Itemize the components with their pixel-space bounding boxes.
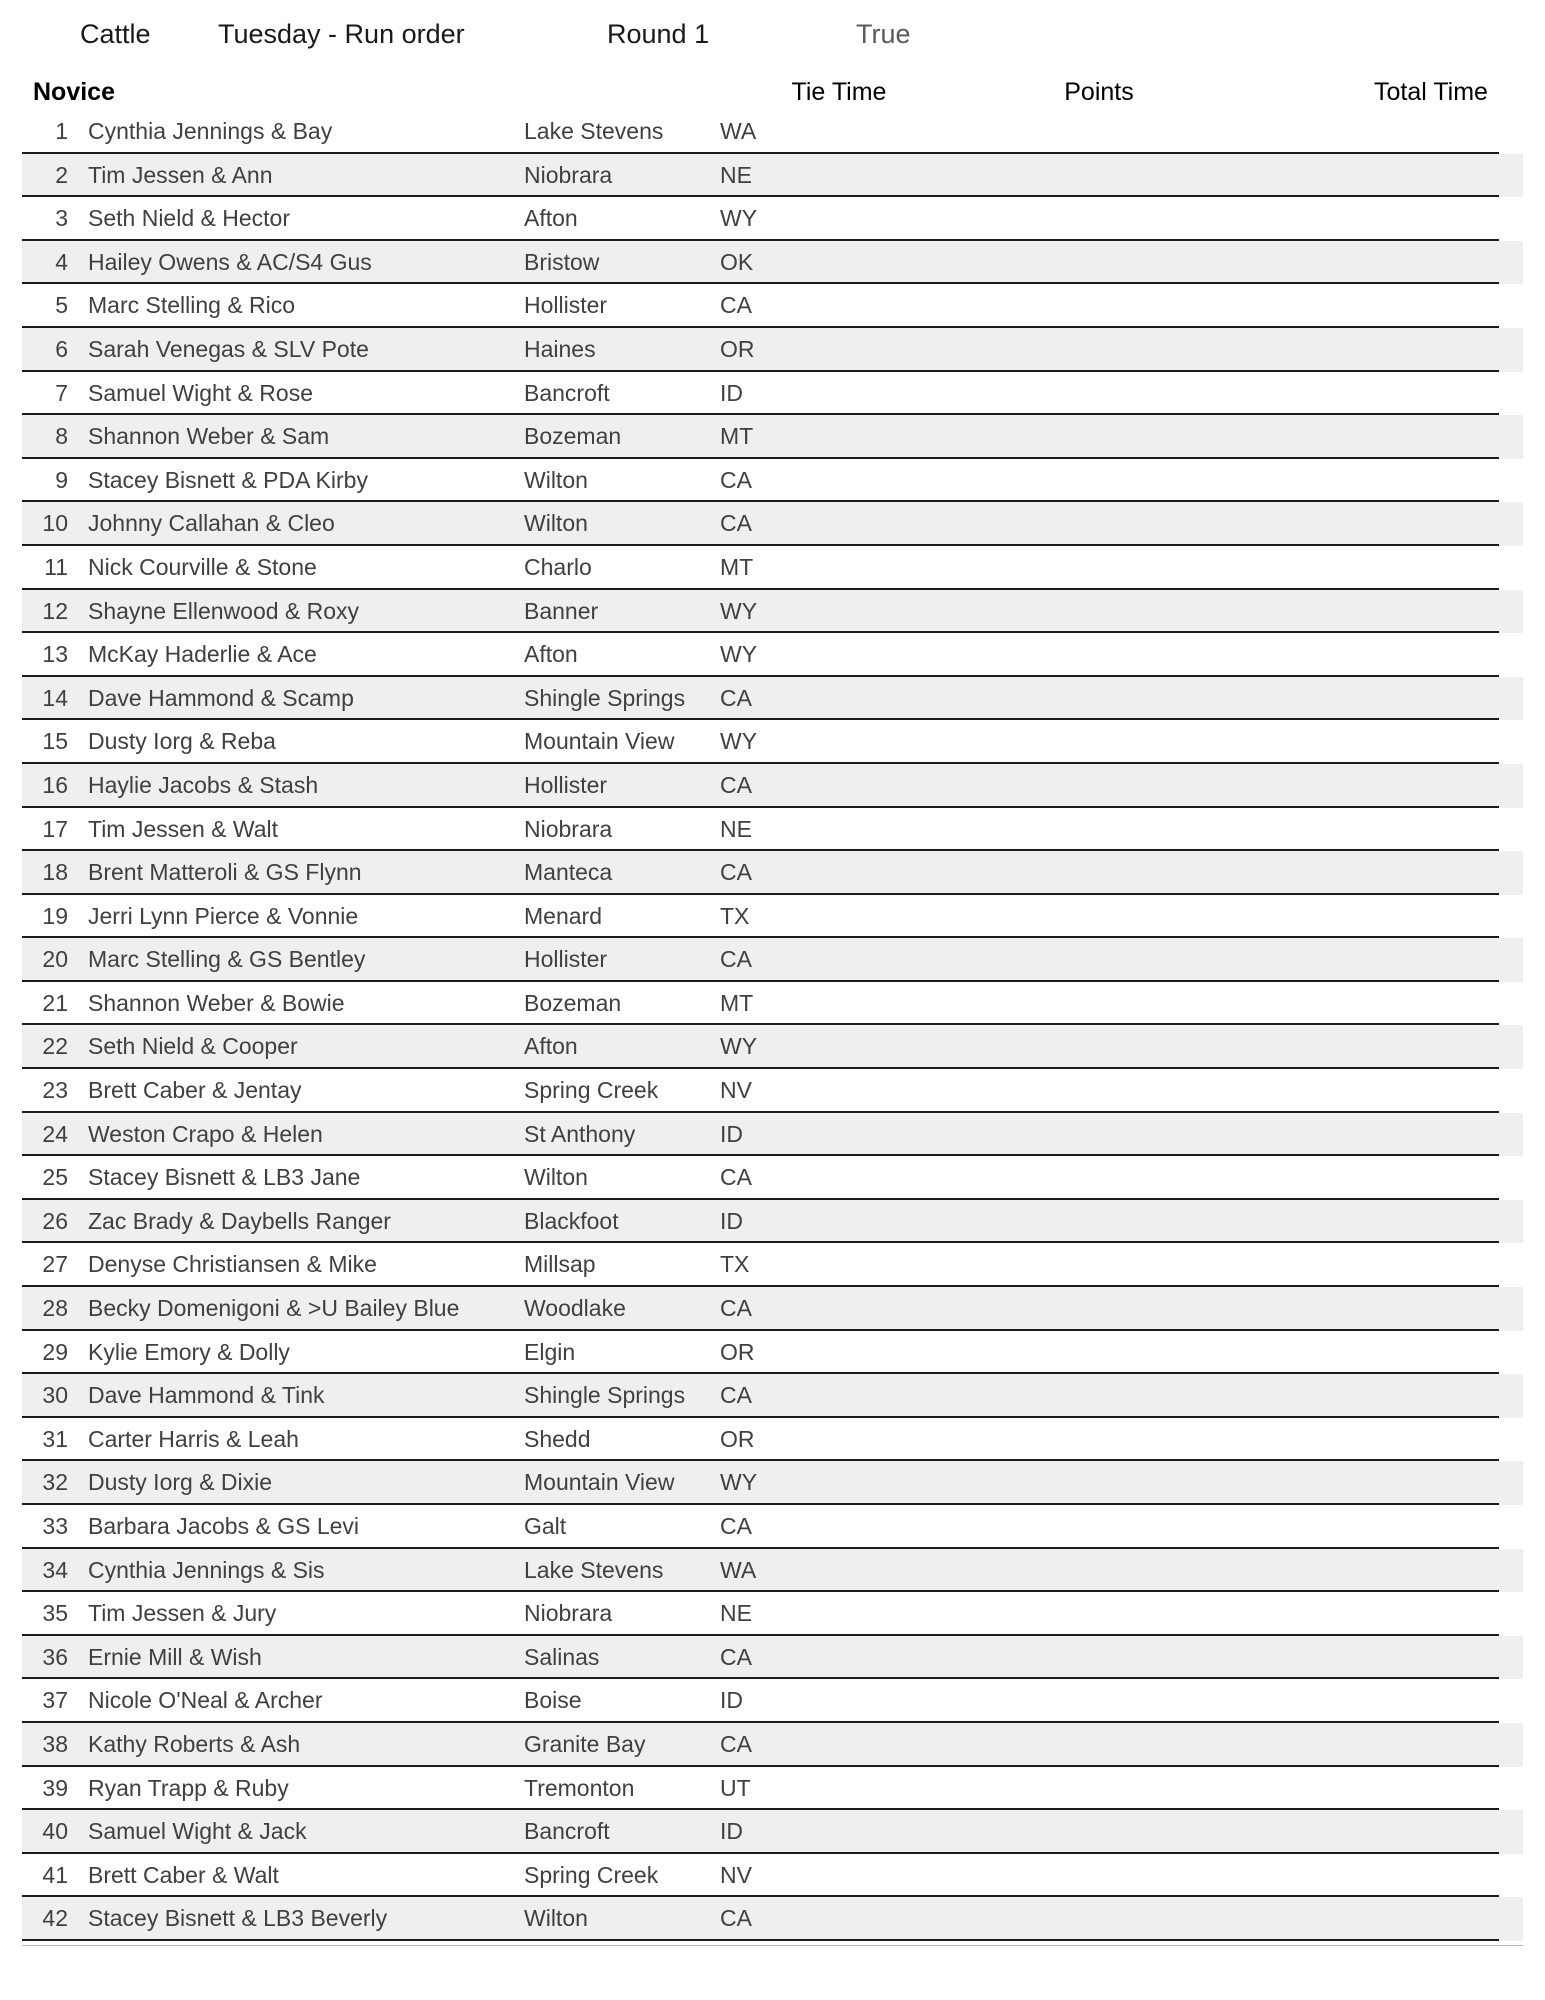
city: Hollister bbox=[524, 946, 608, 973]
city: Spring Creek bbox=[524, 1861, 659, 1888]
city: St Anthony bbox=[524, 1120, 636, 1147]
contestant-name: Kylie Emory & Dolly bbox=[88, 1338, 290, 1365]
state: NE bbox=[720, 1600, 752, 1627]
run-number: 41 bbox=[42, 1861, 68, 1888]
city: Wilton bbox=[524, 466, 588, 493]
state: NV bbox=[720, 1861, 752, 1888]
city: Hollister bbox=[524, 771, 608, 798]
empty-results bbox=[820, 1113, 1523, 1157]
city: Spring Creek bbox=[524, 1077, 659, 1104]
empty-results bbox=[820, 372, 1523, 416]
empty-results bbox=[820, 110, 1523, 154]
city: Blackfoot bbox=[524, 1207, 619, 1234]
state: TX bbox=[720, 1251, 750, 1278]
table-row bbox=[22, 372, 1523, 416]
city: Woodlake bbox=[524, 1295, 626, 1322]
contestant-name: Sarah Venegas & SLV Pote bbox=[88, 335, 369, 362]
table-row bbox=[22, 764, 1523, 808]
empty-results bbox=[820, 1156, 1523, 1200]
empty-results bbox=[820, 938, 1523, 982]
contestant-name: Brett Caber & Walt bbox=[88, 1861, 279, 1888]
contestant-name: Zac Brady & Daybells Ranger bbox=[88, 1207, 391, 1234]
empty-results bbox=[820, 895, 1523, 939]
empty-results bbox=[820, 459, 1523, 503]
run-number: 19 bbox=[42, 902, 68, 929]
state: MT bbox=[720, 553, 754, 580]
run-number: 12 bbox=[42, 597, 68, 624]
run-number: 26 bbox=[42, 1207, 68, 1234]
run-number: 23 bbox=[42, 1077, 68, 1104]
empty-results bbox=[820, 1025, 1523, 1069]
run-number: 2 bbox=[55, 161, 68, 188]
run-number: 22 bbox=[42, 1033, 68, 1060]
run-number: 28 bbox=[42, 1295, 68, 1322]
contestant-name: Seth Nield & Hector bbox=[88, 205, 290, 232]
city: Mountain View bbox=[524, 728, 675, 755]
table-row bbox=[22, 546, 1523, 590]
empty-results bbox=[820, 241, 1523, 285]
city: Afton bbox=[524, 641, 578, 668]
city: Afton bbox=[524, 205, 578, 232]
state: MT bbox=[720, 989, 754, 1016]
state: CA bbox=[720, 946, 752, 973]
run-number: 6 bbox=[55, 335, 68, 362]
state: ID bbox=[720, 379, 743, 406]
city: Wilton bbox=[524, 1164, 588, 1191]
table-row bbox=[22, 1156, 1523, 1200]
empty-results bbox=[820, 1069, 1523, 1113]
state: CA bbox=[720, 292, 752, 319]
empty-results bbox=[820, 633, 1523, 677]
table-row bbox=[22, 1679, 1523, 1723]
table-row bbox=[22, 677, 1523, 721]
city: Niobrara bbox=[524, 815, 613, 842]
city: Bozeman bbox=[524, 423, 622, 450]
run-number: 27 bbox=[42, 1251, 68, 1278]
empty-results bbox=[820, 284, 1523, 328]
run-number: 32 bbox=[42, 1469, 68, 1496]
contestant-name: Samuel Wight & Rose bbox=[88, 379, 313, 406]
table-row bbox=[22, 1549, 1523, 1593]
state: OR bbox=[720, 1425, 755, 1452]
empty-results bbox=[820, 677, 1523, 721]
empty-results bbox=[820, 1854, 1523, 1898]
run-number: 5 bbox=[55, 292, 68, 319]
empty-results bbox=[820, 1331, 1523, 1375]
state: CA bbox=[720, 1164, 752, 1191]
empty-results bbox=[820, 1549, 1523, 1593]
contestant-name: Denyse Christiansen & Mike bbox=[88, 1251, 377, 1278]
run-number: 25 bbox=[42, 1164, 68, 1191]
empty-results bbox=[820, 808, 1523, 852]
run-number: 20 bbox=[42, 946, 68, 973]
city: Shedd bbox=[524, 1425, 591, 1452]
run-number: 1 bbox=[55, 118, 68, 144]
run-number: 30 bbox=[42, 1382, 68, 1409]
event-name: Cattle bbox=[80, 19, 151, 49]
contestant-name: Stacey Bisnett & PDA Kirby bbox=[88, 466, 368, 493]
empty-results bbox=[820, 197, 1523, 241]
run-number: 40 bbox=[42, 1818, 68, 1845]
empty-results bbox=[820, 328, 1523, 372]
city: Haines bbox=[524, 335, 596, 362]
table-row bbox=[22, 1636, 1523, 1680]
table-row bbox=[22, 1025, 1523, 1069]
status-flag: True bbox=[856, 19, 911, 49]
round-label: Round 1 bbox=[607, 19, 710, 49]
points-header: Points bbox=[1064, 78, 1134, 106]
contestant-name: Cynthia Jennings & Sis bbox=[88, 1556, 325, 1583]
contestant-name: Samuel Wight & Jack bbox=[88, 1818, 307, 1845]
state: WY bbox=[720, 728, 758, 755]
table-row bbox=[22, 1810, 1523, 1854]
state: OR bbox=[720, 1338, 755, 1365]
run-number: 14 bbox=[42, 684, 68, 711]
city: Niobrara bbox=[524, 1600, 613, 1627]
table-row bbox=[22, 1069, 1523, 1113]
table-row bbox=[22, 502, 1523, 546]
state: ID bbox=[720, 1207, 743, 1234]
empty-results bbox=[820, 502, 1523, 546]
table-row bbox=[22, 1113, 1523, 1157]
state: OK bbox=[720, 248, 754, 275]
state: TX bbox=[720, 902, 750, 929]
city: Tremonton bbox=[524, 1774, 635, 1801]
table-row bbox=[22, 1461, 1523, 1505]
state: WY bbox=[720, 641, 758, 668]
city: Millsap bbox=[524, 1251, 596, 1278]
state: CA bbox=[720, 1382, 752, 1409]
contestant-name: Johnny Callahan & Cleo bbox=[88, 510, 335, 537]
run-number: 42 bbox=[42, 1905, 68, 1932]
contestant-name: Shannon Weber & Bowie bbox=[88, 989, 345, 1016]
contestant-name: Barbara Jacobs & GS Levi bbox=[88, 1513, 360, 1539]
sheet-title: Tuesday - Run order bbox=[218, 19, 465, 49]
contestant-name: Haylie Jacobs & Stash bbox=[88, 771, 319, 798]
city: Boise bbox=[524, 1687, 582, 1714]
table-row bbox=[22, 1200, 1523, 1244]
state: ID bbox=[720, 1818, 743, 1845]
run-number: 31 bbox=[42, 1425, 68, 1452]
empty-results bbox=[820, 1461, 1523, 1505]
state: CA bbox=[720, 1295, 752, 1322]
run-number: 36 bbox=[42, 1643, 68, 1670]
table-row bbox=[22, 1505, 1523, 1549]
table-row bbox=[22, 633, 1523, 677]
empty-results bbox=[820, 1374, 1523, 1418]
empty-results bbox=[820, 764, 1523, 808]
state: CA bbox=[720, 1643, 752, 1670]
tie-time-header: Tie Time bbox=[791, 78, 887, 106]
empty-results bbox=[820, 982, 1523, 1026]
city: Shingle Springs bbox=[524, 1382, 686, 1409]
table-row bbox=[22, 938, 1523, 982]
table-row bbox=[22, 982, 1523, 1026]
contestant-name: Marc Stelling & Rico bbox=[88, 292, 296, 319]
city: Salinas bbox=[524, 1643, 600, 1670]
division-header: Novice bbox=[33, 78, 115, 106]
run-number: 7 bbox=[55, 379, 68, 406]
contestant-name: Tim Jessen & Walt bbox=[88, 815, 278, 842]
table-row bbox=[22, 590, 1523, 634]
empty-results bbox=[820, 1723, 1523, 1767]
contestant-name: Tim Jessen & Jury bbox=[88, 1600, 277, 1627]
state: CA bbox=[720, 1513, 752, 1539]
run-number: 16 bbox=[42, 771, 68, 798]
state: CA bbox=[720, 684, 752, 711]
contestant-name: Carter Harris & Leah bbox=[88, 1425, 299, 1452]
run-number: 4 bbox=[55, 248, 68, 275]
city: Hollister bbox=[524, 292, 608, 319]
run-order-table bbox=[22, 110, 1523, 1941]
table-row bbox=[22, 241, 1523, 285]
table-row bbox=[22, 851, 1523, 895]
contestant-name: Stacey Bisnett & LB3 Jane bbox=[88, 1164, 361, 1191]
contestant-name: Ernie Mill & Wish bbox=[88, 1643, 262, 1670]
table-row bbox=[22, 284, 1523, 328]
city: Bancroft bbox=[524, 379, 610, 406]
run-number: 24 bbox=[42, 1120, 68, 1147]
empty-results bbox=[820, 720, 1523, 764]
state: UT bbox=[720, 1774, 751, 1801]
contestant-name: Marc Stelling & GS Bentley bbox=[88, 946, 366, 973]
contestant-name: Tim Jessen & Ann bbox=[88, 161, 273, 188]
city: Niobrara bbox=[524, 161, 613, 188]
table-row bbox=[22, 1331, 1523, 1375]
state: NE bbox=[720, 161, 752, 188]
table-row bbox=[22, 197, 1523, 241]
table-end-rule bbox=[22, 1945, 1523, 1946]
contestant-name: Becky Domenigoni & >U Bailey Blue bbox=[88, 1295, 460, 1322]
empty-results bbox=[820, 1505, 1523, 1549]
table-row bbox=[22, 1854, 1523, 1898]
city: Wilton bbox=[524, 1905, 588, 1932]
city: Banner bbox=[524, 597, 599, 624]
city: Afton bbox=[524, 1033, 578, 1060]
contestant-name: Ryan Trapp & Ruby bbox=[88, 1774, 289, 1801]
total-time-header: Total Time bbox=[1374, 78, 1488, 106]
empty-results bbox=[820, 1897, 1523, 1941]
empty-results bbox=[820, 1636, 1523, 1680]
empty-results bbox=[820, 154, 1523, 198]
city: Granite Bay bbox=[524, 1730, 646, 1757]
state: CA bbox=[720, 859, 752, 886]
city: Menard bbox=[524, 902, 602, 929]
contestant-name: Brent Matteroli & GS Flynn bbox=[88, 859, 362, 886]
empty-results bbox=[820, 1767, 1523, 1811]
contestant-name: Dave Hammond & Scamp bbox=[88, 684, 354, 711]
table-row bbox=[22, 720, 1523, 764]
run-number: 15 bbox=[42, 728, 68, 755]
city: Charlo bbox=[524, 553, 592, 580]
city: Bristow bbox=[524, 248, 600, 275]
empty-results bbox=[820, 1810, 1523, 1854]
state: WY bbox=[720, 1033, 758, 1060]
table-row bbox=[22, 1243, 1523, 1287]
empty-results bbox=[820, 415, 1523, 459]
state: CA bbox=[720, 1905, 752, 1932]
contestant-name: Hailey Owens & AC/S4 Gus bbox=[88, 248, 372, 275]
contestant-name: Nick Courville & Stone bbox=[88, 553, 317, 580]
state: ID bbox=[720, 1687, 743, 1714]
contestant-name: Kathy Roberts & Ash bbox=[88, 1730, 301, 1757]
run-number: 13 bbox=[42, 641, 68, 668]
state: WA bbox=[720, 118, 757, 144]
run-number: 10 bbox=[42, 510, 68, 537]
run-number: 8 bbox=[55, 423, 68, 450]
table-row bbox=[22, 1287, 1523, 1331]
empty-results bbox=[820, 546, 1523, 590]
table-row bbox=[22, 415, 1523, 459]
table-row bbox=[22, 1767, 1523, 1811]
run-number: 34 bbox=[42, 1556, 68, 1583]
empty-results bbox=[820, 1200, 1523, 1244]
city: Shingle Springs bbox=[524, 684, 686, 711]
run-number: 38 bbox=[42, 1730, 68, 1757]
city: Wilton bbox=[524, 510, 588, 537]
table-row bbox=[22, 808, 1523, 852]
contestant-name: Weston Crapo & Helen bbox=[88, 1120, 323, 1147]
run-number: 18 bbox=[42, 859, 68, 886]
contestant-name: Dusty Iorg & Dixie bbox=[88, 1469, 273, 1496]
city: Bozeman bbox=[524, 989, 622, 1016]
state: OR bbox=[720, 335, 755, 362]
table-row bbox=[22, 1592, 1523, 1636]
table-row bbox=[22, 110, 1523, 154]
empty-results bbox=[820, 1418, 1523, 1462]
city: Bancroft bbox=[524, 1818, 610, 1845]
contestant-name: Shayne Ellenwood & Roxy bbox=[88, 597, 360, 624]
state: CA bbox=[720, 466, 752, 493]
empty-results bbox=[820, 590, 1523, 634]
empty-results bbox=[820, 851, 1523, 895]
city: Manteca bbox=[524, 859, 613, 886]
run-number: 9 bbox=[55, 466, 68, 493]
table-row bbox=[22, 1418, 1523, 1462]
run-number: 21 bbox=[42, 989, 68, 1016]
contestant-name: McKay Haderlie & Ace bbox=[88, 641, 317, 668]
city: Mountain View bbox=[524, 1469, 675, 1496]
run-number: 33 bbox=[42, 1513, 68, 1539]
state: WA bbox=[720, 1556, 757, 1583]
contestant-name: Dusty Iorg & Reba bbox=[88, 728, 276, 755]
city: Lake Stevens bbox=[524, 118, 664, 144]
contestant-name: Stacey Bisnett & LB3 Beverly bbox=[88, 1905, 388, 1932]
city: Galt bbox=[524, 1513, 567, 1539]
state: WY bbox=[720, 597, 758, 624]
state: ID bbox=[720, 1120, 743, 1147]
empty-results bbox=[820, 1592, 1523, 1636]
contestant-name: Brett Caber & Jentay bbox=[88, 1077, 302, 1104]
state: CA bbox=[720, 1730, 752, 1757]
contestant-name: Cynthia Jennings & Bay bbox=[88, 118, 333, 144]
run-number: 17 bbox=[42, 815, 68, 842]
state: NV bbox=[720, 1077, 752, 1104]
city: Lake Stevens bbox=[524, 1556, 664, 1583]
table-row bbox=[22, 328, 1523, 372]
run-number: 11 bbox=[44, 553, 68, 580]
run-number: 35 bbox=[42, 1600, 68, 1627]
state: NE bbox=[720, 815, 752, 842]
table-row bbox=[22, 1723, 1523, 1767]
contestant-name: Dave Hammond & Tink bbox=[88, 1382, 325, 1409]
contestant-name: Nicole O'Neal & Archer bbox=[88, 1687, 323, 1714]
run-number: 37 bbox=[42, 1687, 68, 1714]
contestant-name: Shannon Weber & Sam bbox=[88, 423, 330, 450]
state: CA bbox=[720, 510, 752, 537]
contestant-name: Jerri Lynn Pierce & Vonnie bbox=[88, 902, 359, 929]
state: WY bbox=[720, 1469, 758, 1496]
table-row bbox=[22, 895, 1523, 939]
table-row bbox=[22, 154, 1523, 198]
state: CA bbox=[720, 771, 752, 798]
state: WY bbox=[720, 205, 758, 232]
table-row bbox=[22, 1374, 1523, 1418]
run-number: 29 bbox=[42, 1338, 68, 1365]
state: MT bbox=[720, 423, 754, 450]
empty-results bbox=[820, 1243, 1523, 1287]
table-row bbox=[22, 1897, 1523, 1941]
contestant-name: Seth Nield & Cooper bbox=[88, 1033, 298, 1060]
empty-results bbox=[820, 1679, 1523, 1723]
empty-results bbox=[820, 1287, 1523, 1331]
table-row bbox=[22, 459, 1523, 503]
run-number: 3 bbox=[55, 205, 68, 232]
city: Elgin bbox=[524, 1338, 576, 1365]
run-number: 39 bbox=[42, 1774, 68, 1801]
